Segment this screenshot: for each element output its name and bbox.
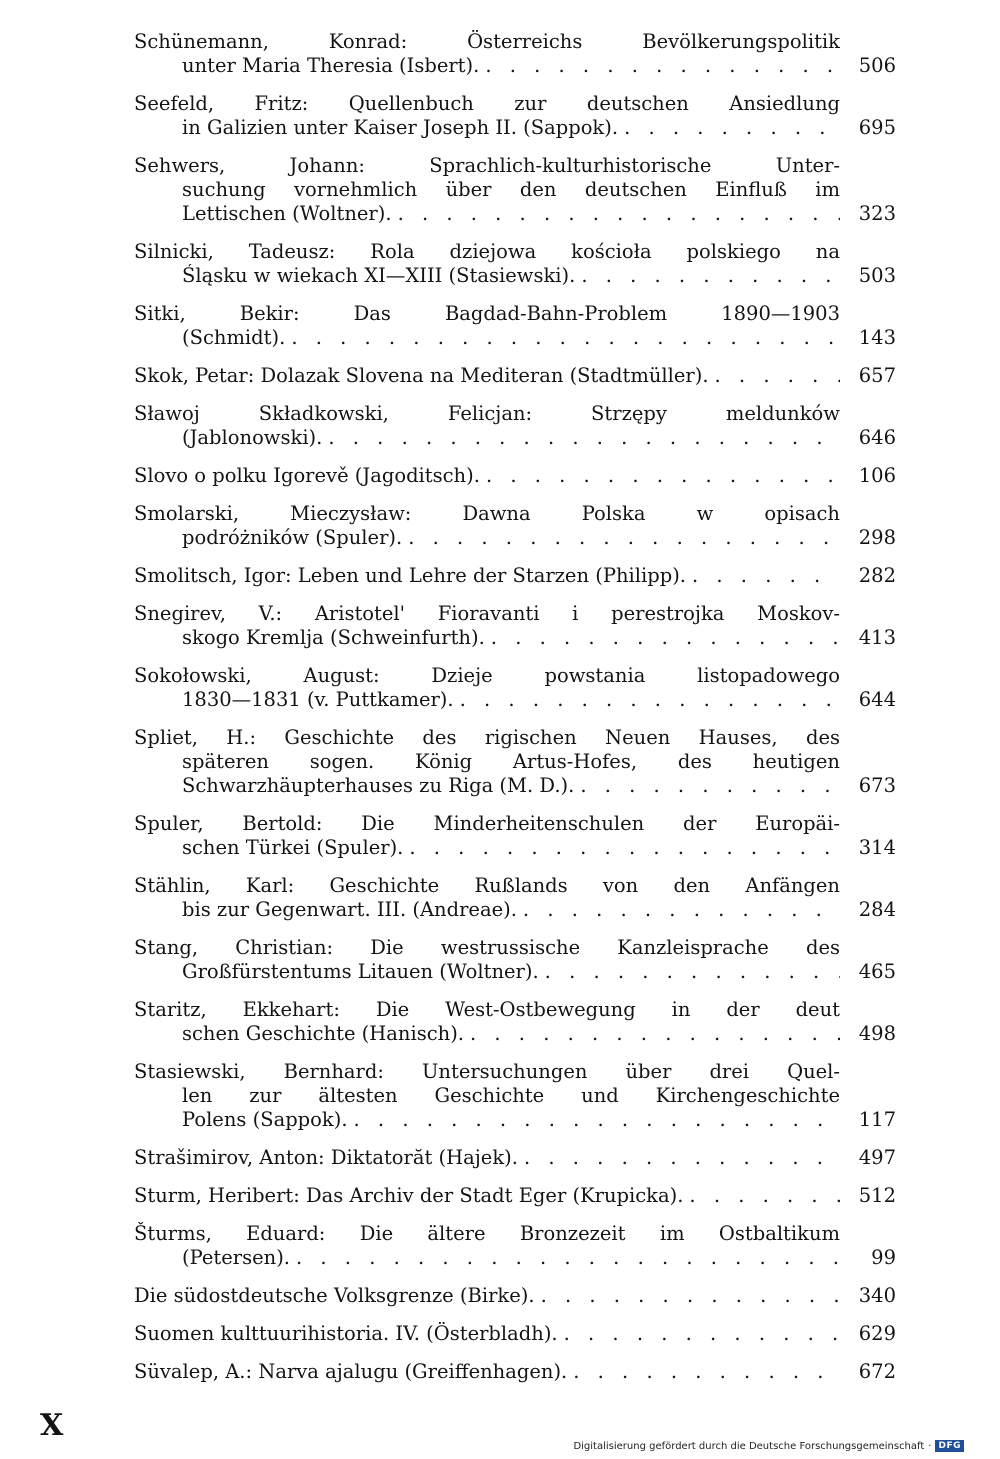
page-number: 498 <box>858 1022 896 1045</box>
dot-leader <box>485 626 840 650</box>
page-number: 465 <box>858 960 896 983</box>
entry-line: Silnicki, Tadeusz: Rola dziejowa kościoła polskiego na <box>134 240 840 263</box>
page-number: 106 <box>858 464 896 487</box>
entry-text <box>134 92 840 140</box>
entry-line-text: Lettischen (Woltner). <box>182 202 392 225</box>
entry-line: späteren sogen. König Artus-Hofes, des heutigen <box>182 750 840 773</box>
dot-leader <box>518 1146 840 1170</box>
entry-line-text: Slovo o polku Igorevě (Jagoditsch). <box>134 464 480 487</box>
index-entry <box>134 664 896 712</box>
entry-text <box>134 812 840 860</box>
page-number: 503 <box>858 264 896 287</box>
entry-line <box>134 1108 840 1132</box>
entry-line <box>134 1360 840 1384</box>
entry-text <box>134 1284 840 1308</box>
dot-leader <box>535 1284 840 1308</box>
entry-text <box>134 402 840 450</box>
entry-line: Sehwers, Johann: Sprachlich-kulturhistorische Unter- <box>134 154 840 177</box>
entry-line: Sławoj Składkowski, Felicjan: Strzępy meldunków <box>134 402 840 425</box>
page-number: 143 <box>858 326 896 349</box>
entry-line-text: bis zur Gegenwart. III. (Andreae). <box>182 898 517 921</box>
footer-credit <box>573 1440 964 1452</box>
entry-line <box>134 688 840 712</box>
dot-leader <box>517 898 840 922</box>
page-number: 284 <box>858 898 896 921</box>
entry-line-text: (Schmidt). <box>182 326 286 349</box>
dot-leader <box>574 774 840 798</box>
index-entries <box>134 30 896 1398</box>
entry-line-text: Die südostdeutsche Volksgrenze (Birke). <box>134 1284 535 1307</box>
dot-leader <box>558 1322 840 1346</box>
entry-line: Spuler, Bertold: Die Minderheitenschulen der Europäi- <box>134 812 840 835</box>
page-number: 506 <box>858 54 896 77</box>
entry-line <box>134 1184 840 1208</box>
dot-leader <box>480 464 840 488</box>
dot-leader <box>322 426 840 450</box>
entry-text <box>134 502 840 550</box>
index-entry <box>134 1060 896 1132</box>
page-number: 314 <box>858 836 896 859</box>
entry-line <box>134 464 840 488</box>
entry-line <box>134 1146 840 1170</box>
section-letter: X <box>40 1408 64 1443</box>
index-entry <box>134 726 896 798</box>
entry-text <box>134 726 840 798</box>
index-entry <box>134 92 896 140</box>
entry-line: Smolarski, Mieczysław: Dawna Polska w opisach <box>134 502 840 525</box>
entry-line: Stasiewski, Bernhard: Untersuchungen über drei Quel- <box>134 1060 840 1083</box>
entry-text <box>134 1146 840 1170</box>
page-number: 512 <box>858 1184 896 1207</box>
entry-line-text: Schwarzhäupterhauses zu Riga (M. D.). <box>182 774 575 797</box>
dot-leader <box>567 1360 840 1384</box>
entry-line-text: Sturm, Heribert: Das Archiv der Stadt Eger (Krupicka). <box>134 1184 684 1207</box>
page-number: 657 <box>858 364 896 387</box>
entry-line-text: unter Maria Theresia (Isbert). <box>182 54 480 77</box>
entry-line <box>134 1284 840 1308</box>
entry-line <box>134 898 840 922</box>
entry-line <box>134 202 840 226</box>
footer-text: Digitalisierung gefördert durch die Deutsche Forschungsgemeinschaft <box>573 1440 925 1452</box>
entry-line <box>134 564 840 588</box>
index-entry <box>134 1184 896 1208</box>
dot-leader <box>290 1246 840 1270</box>
entry-text <box>134 998 840 1046</box>
dot-leader <box>618 116 840 140</box>
entry-line: Sokołowski, August: Dzieje powstania listopadowego <box>134 664 840 687</box>
index-entry <box>134 502 896 550</box>
entry-text <box>134 364 840 388</box>
entry-line: Schünemann, Konrad: Österreichs Bevölkerungspolitik <box>134 30 840 53</box>
dot-leader <box>454 688 840 712</box>
entry-line <box>134 426 840 450</box>
index-entry <box>134 936 896 984</box>
page-number: 695 <box>858 116 896 139</box>
entry-line-text: (Petersen). <box>182 1246 291 1269</box>
dfg-logo: DFG <box>935 1440 964 1452</box>
footer-separator: · <box>928 1440 932 1452</box>
dot-leader <box>285 326 840 350</box>
entry-line <box>134 626 840 650</box>
entry-line: Stang, Christian: Die westrussische Kanzleisprache des <box>134 936 840 959</box>
entry-text <box>134 1360 840 1384</box>
entry-line <box>134 1022 840 1046</box>
index-entry <box>134 1360 896 1384</box>
entry-line <box>134 836 840 860</box>
entry-text <box>134 664 840 712</box>
entry-text <box>134 936 840 984</box>
entry-text <box>134 564 840 588</box>
entry-text <box>134 464 840 488</box>
index-entry <box>134 1322 896 1346</box>
entry-line <box>134 364 840 388</box>
entry-line: len zur ältesten Geschichte und Kirchengeschichte <box>182 1084 840 1107</box>
entry-text <box>134 1322 840 1346</box>
entry-line-text: schen Geschichte (Hanisch). <box>182 1022 465 1045</box>
entry-line <box>134 116 840 140</box>
dot-leader <box>479 54 840 78</box>
entry-line: suchung vornehmlich über den deutschen Einfluß im <box>182 178 840 201</box>
entry-line: Snegirev, V.: Aristotel' Fioravanti i perestrojka Moskov- <box>134 602 840 625</box>
page-number: 672 <box>858 1360 896 1383</box>
dot-leader <box>709 364 840 388</box>
entry-line <box>134 1246 840 1270</box>
entry-line-text: Strašimirov, Anton: Diktatorăt (Hajek). <box>134 1146 518 1169</box>
index-entry <box>134 1146 896 1170</box>
entry-line <box>134 54 840 78</box>
index-entry <box>134 874 896 922</box>
index-entry <box>134 998 896 1046</box>
entry-line: Šturms, Eduard: Die ältere Bronzezeit im Ostbaltikum <box>134 1222 840 1245</box>
page-number: 413 <box>858 626 896 649</box>
entry-line-text: podróżników (Spuler). <box>182 526 403 549</box>
entry-text <box>134 602 840 650</box>
page-number: 646 <box>858 426 896 449</box>
index-entry <box>134 154 896 226</box>
entry-line: Spliet, H.: Geschichte des rigischen Neuen Hauses, des <box>134 726 840 749</box>
entry-line-text: Süvalep, A.: Narva ajalugu (Greiffenhagen). <box>134 1360 568 1383</box>
entry-line <box>134 264 840 288</box>
index-entry <box>134 402 896 450</box>
entry-line-text: Suomen kulttuurihistoria. IV. (Österbladh). <box>134 1322 558 1345</box>
entry-line-text: Skok, Petar: Dolazak Slovena na Mediteran (Stadtmüller). <box>134 364 709 387</box>
page-number: 340 <box>858 1284 896 1307</box>
dot-leader <box>539 960 840 984</box>
entry-line-text: Śląsku w wiekach XI—XIII (Stasiewski). <box>182 264 576 287</box>
dot-leader <box>392 202 840 226</box>
entry-line-text: Großfürstentums Litauen (Woltner). <box>182 960 539 983</box>
entry-line <box>134 960 840 984</box>
entry-line-text: skogo Kremlja (Schweinfurth). <box>182 626 485 649</box>
page-number: 282 <box>858 564 896 587</box>
index-entry <box>134 812 896 860</box>
page-number: 117 <box>858 1108 896 1131</box>
index-entry <box>134 602 896 650</box>
entry-line <box>134 526 840 550</box>
index-entry <box>134 240 896 288</box>
entry-text <box>134 1184 840 1208</box>
entry-line: Seefeld, Fritz: Quellenbuch zur deutschen Ansiedlung <box>134 92 840 115</box>
entry-text <box>134 302 840 350</box>
page-number: 644 <box>858 688 896 711</box>
entry-line-text: in Galizien unter Kaiser Joseph II. (Sappok). <box>182 116 619 139</box>
entry-line-text: (Jablonowski). <box>182 426 323 449</box>
page-number: 673 <box>858 774 896 797</box>
dot-leader <box>348 1108 840 1132</box>
dot-leader <box>403 836 840 860</box>
entry-text <box>134 240 840 288</box>
entry-line-text: Smolitsch, Igor: Leben und Lehre der Starzen (Philipp). <box>134 564 686 587</box>
index-entry <box>134 1284 896 1308</box>
index-entry <box>134 364 896 388</box>
entry-line-text: 1830—1831 (v. Puttkamer). <box>182 688 454 711</box>
index-entry <box>134 302 896 350</box>
entry-line <box>134 326 840 350</box>
index-entry <box>134 1222 896 1270</box>
entry-line-text: schen Türkei (Spuler). <box>182 836 404 859</box>
dot-leader <box>575 264 840 288</box>
entry-line: Sitki, Bekir: Das Bagdad-Bahn-Problem 1890—1903 <box>134 302 840 325</box>
entry-text <box>134 154 840 226</box>
entry-text <box>134 1222 840 1270</box>
entry-line <box>134 1322 840 1346</box>
index-entry <box>134 464 896 488</box>
page-number: 298 <box>858 526 896 549</box>
page-number: 497 <box>858 1146 896 1169</box>
entry-line: Stählin, Karl: Geschichte Rußlands von den Anfängen <box>134 874 840 897</box>
entry-line: Staritz, Ekkehart: Die West-Ostbewegung in der deut <box>134 998 840 1021</box>
entry-text <box>134 874 840 922</box>
dot-leader <box>686 564 840 588</box>
page-number: 323 <box>858 202 896 225</box>
page-number: 99 <box>871 1246 896 1269</box>
dot-leader <box>683 1184 840 1208</box>
dot-leader <box>464 1022 840 1046</box>
entry-line-text: Polens (Sappok). <box>182 1108 348 1131</box>
entry-text <box>134 1060 840 1132</box>
dot-leader <box>402 526 840 550</box>
index-entry <box>134 30 896 78</box>
entry-line <box>134 774 840 798</box>
page-number: 629 <box>858 1322 896 1345</box>
entry-text <box>134 30 840 78</box>
index-entry <box>134 564 896 588</box>
